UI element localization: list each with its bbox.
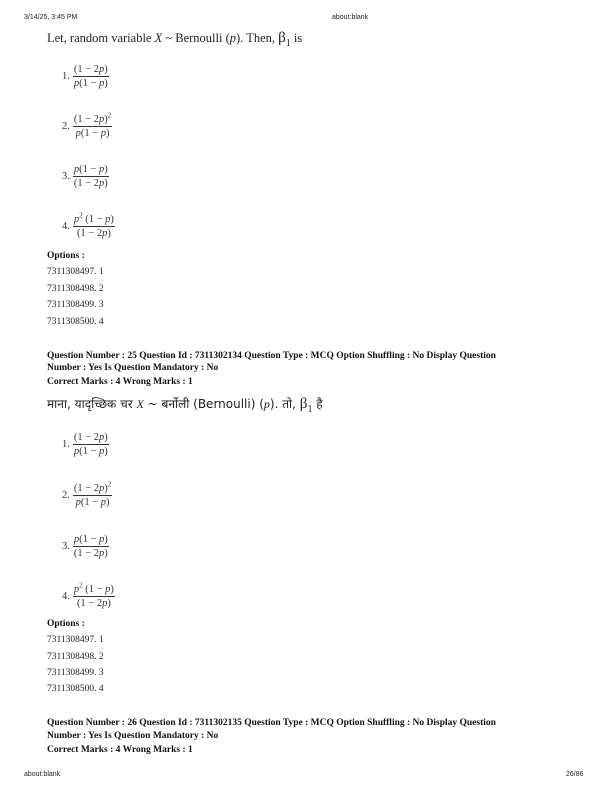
beta-symbol: $\beta_1$ (278, 30, 291, 49)
q25-answer-3: 7311308499. 3 (47, 668, 104, 678)
q25-stem: माना, यादृच्छिक चर X ~ बर्नोली (Bernoulli) (p). तो, $\beta_1$ है (47, 396, 323, 415)
q25-option-3: 3. $\frac{p(1 - p)}{(1 - 2p)}$ (62, 534, 108, 560)
q24-answer-2: 7311308498. 2 (47, 284, 104, 294)
q25-answer-1: 7311308497. 1 (47, 635, 104, 645)
q25-meta-line-3: Correct Marks : 4 Wrong Marks : 1 (47, 377, 193, 387)
q24-option-2: 2. $\frac{(1 - 2p)^2}{p(1 - p)}$ (62, 111, 112, 140)
q24-stem: Let, random variable X ~ Bernoulli (p). Then, $\beta_1$ is (47, 30, 303, 49)
beta-symbol: $\beta_1$ (299, 396, 313, 415)
q24-option-3: 3. $\frac{p(1 - p)}{(1 - 2p)}$ (62, 164, 108, 190)
page-number: 26/86 (566, 771, 584, 778)
q24-option-4: 4. $\frac{p^2 (1 - p)}{(1 - 2p)}$ (62, 211, 114, 240)
q26-meta-line-3: Correct Marks : 4 Wrong Marks : 1 (47, 745, 193, 755)
q25-option-4: 4. $\frac{p^2 (1 - p)}{(1 - 2p)}$ (62, 581, 114, 610)
q24-option-1: 1. $\frac{(1 - 2p)}{p(1 - p)}$ (62, 64, 108, 90)
q25-meta-line-1: Question Number : 25 Question Id : 7311302134 Question Type : MCQ Option Shuffling : No Display Question (47, 351, 496, 361)
q25-answer-2: 7311308498. 2 (47, 652, 104, 662)
q24-answer-3: 7311308499. 3 (47, 300, 104, 310)
q24-answer-4: 7311308500. 4 (47, 317, 104, 327)
q26-meta-line-1: Question Number : 26 Question Id : 7311302135 Question Type : MCQ Option Shuffling : No Display Question (47, 718, 496, 728)
q25-options-label: Options : (47, 619, 85, 629)
q25-meta-line-2: Number : Yes Is Question Mandatory : No (47, 363, 219, 373)
print-datetime: 3/14/25, 3:45 PM (24, 14, 78, 21)
q26-meta-line-2: Number : Yes Is Question Mandatory : No (47, 731, 219, 741)
print-title: about:blank (332, 14, 369, 21)
q25-option-1: 1. $\frac{(1 - 2p)}{p(1 - p)}$ (62, 432, 108, 458)
footer-url: about:blank (24, 771, 61, 778)
q24-options-label: Options : (47, 251, 85, 261)
q25-option-2: 2. $\frac{(1 - 2p)^2}{p(1 - p)}$ (62, 480, 112, 509)
q25-answer-4: 7311308500. 4 (47, 684, 104, 694)
q24-answer-1: 7311308497. 1 (47, 267, 104, 277)
